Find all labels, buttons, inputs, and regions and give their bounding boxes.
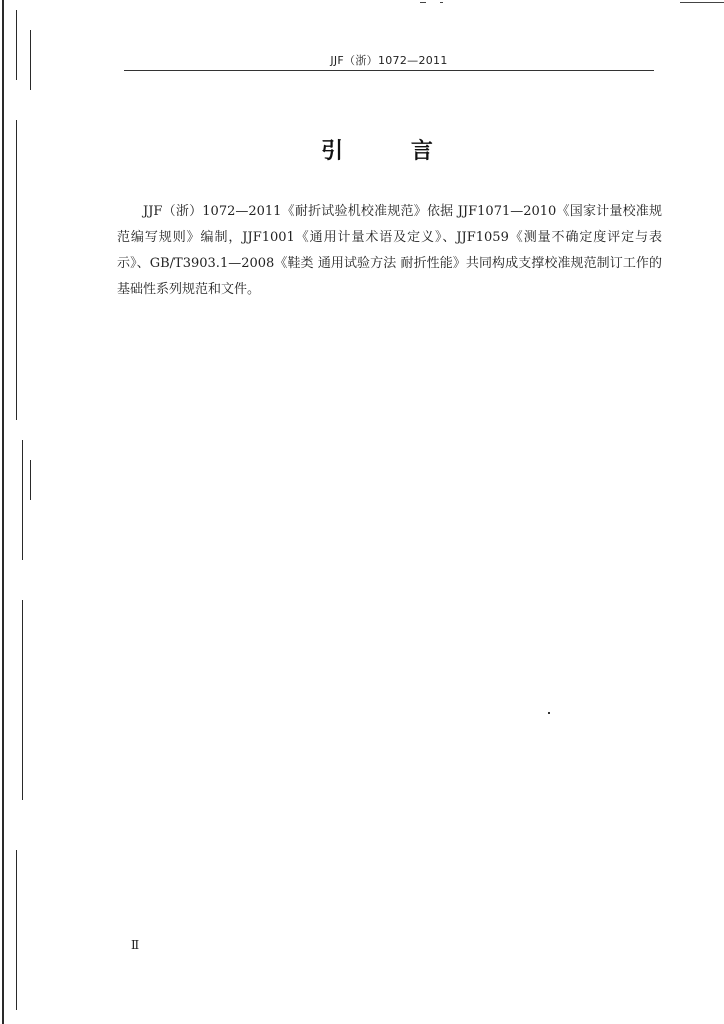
scan-speck: [548, 712, 550, 714]
scan-top-edge: [40, 0, 724, 6]
page-number: Ⅱ: [131, 938, 140, 952]
body-paragraph: JJF（浙）1072—2011《耐折试验机校准规范》依据 JJF1071—2010《国家计量校准规范编写规则》编制，JJF1001《通用计量术语及定义》、JJF1059《测量不确定度评定与表示》、GB/T3903.1—2008《鞋类 通用试验方法 耐折性能》共同构成支撑校准规范制订工作的基础性系列规范和文件。: [117, 204, 662, 297]
header-standard-number: JJF（浙）1072—2011: [330, 54, 448, 67]
running-header: [124, 52, 654, 71]
page-title: 引 言: [321, 139, 463, 164]
